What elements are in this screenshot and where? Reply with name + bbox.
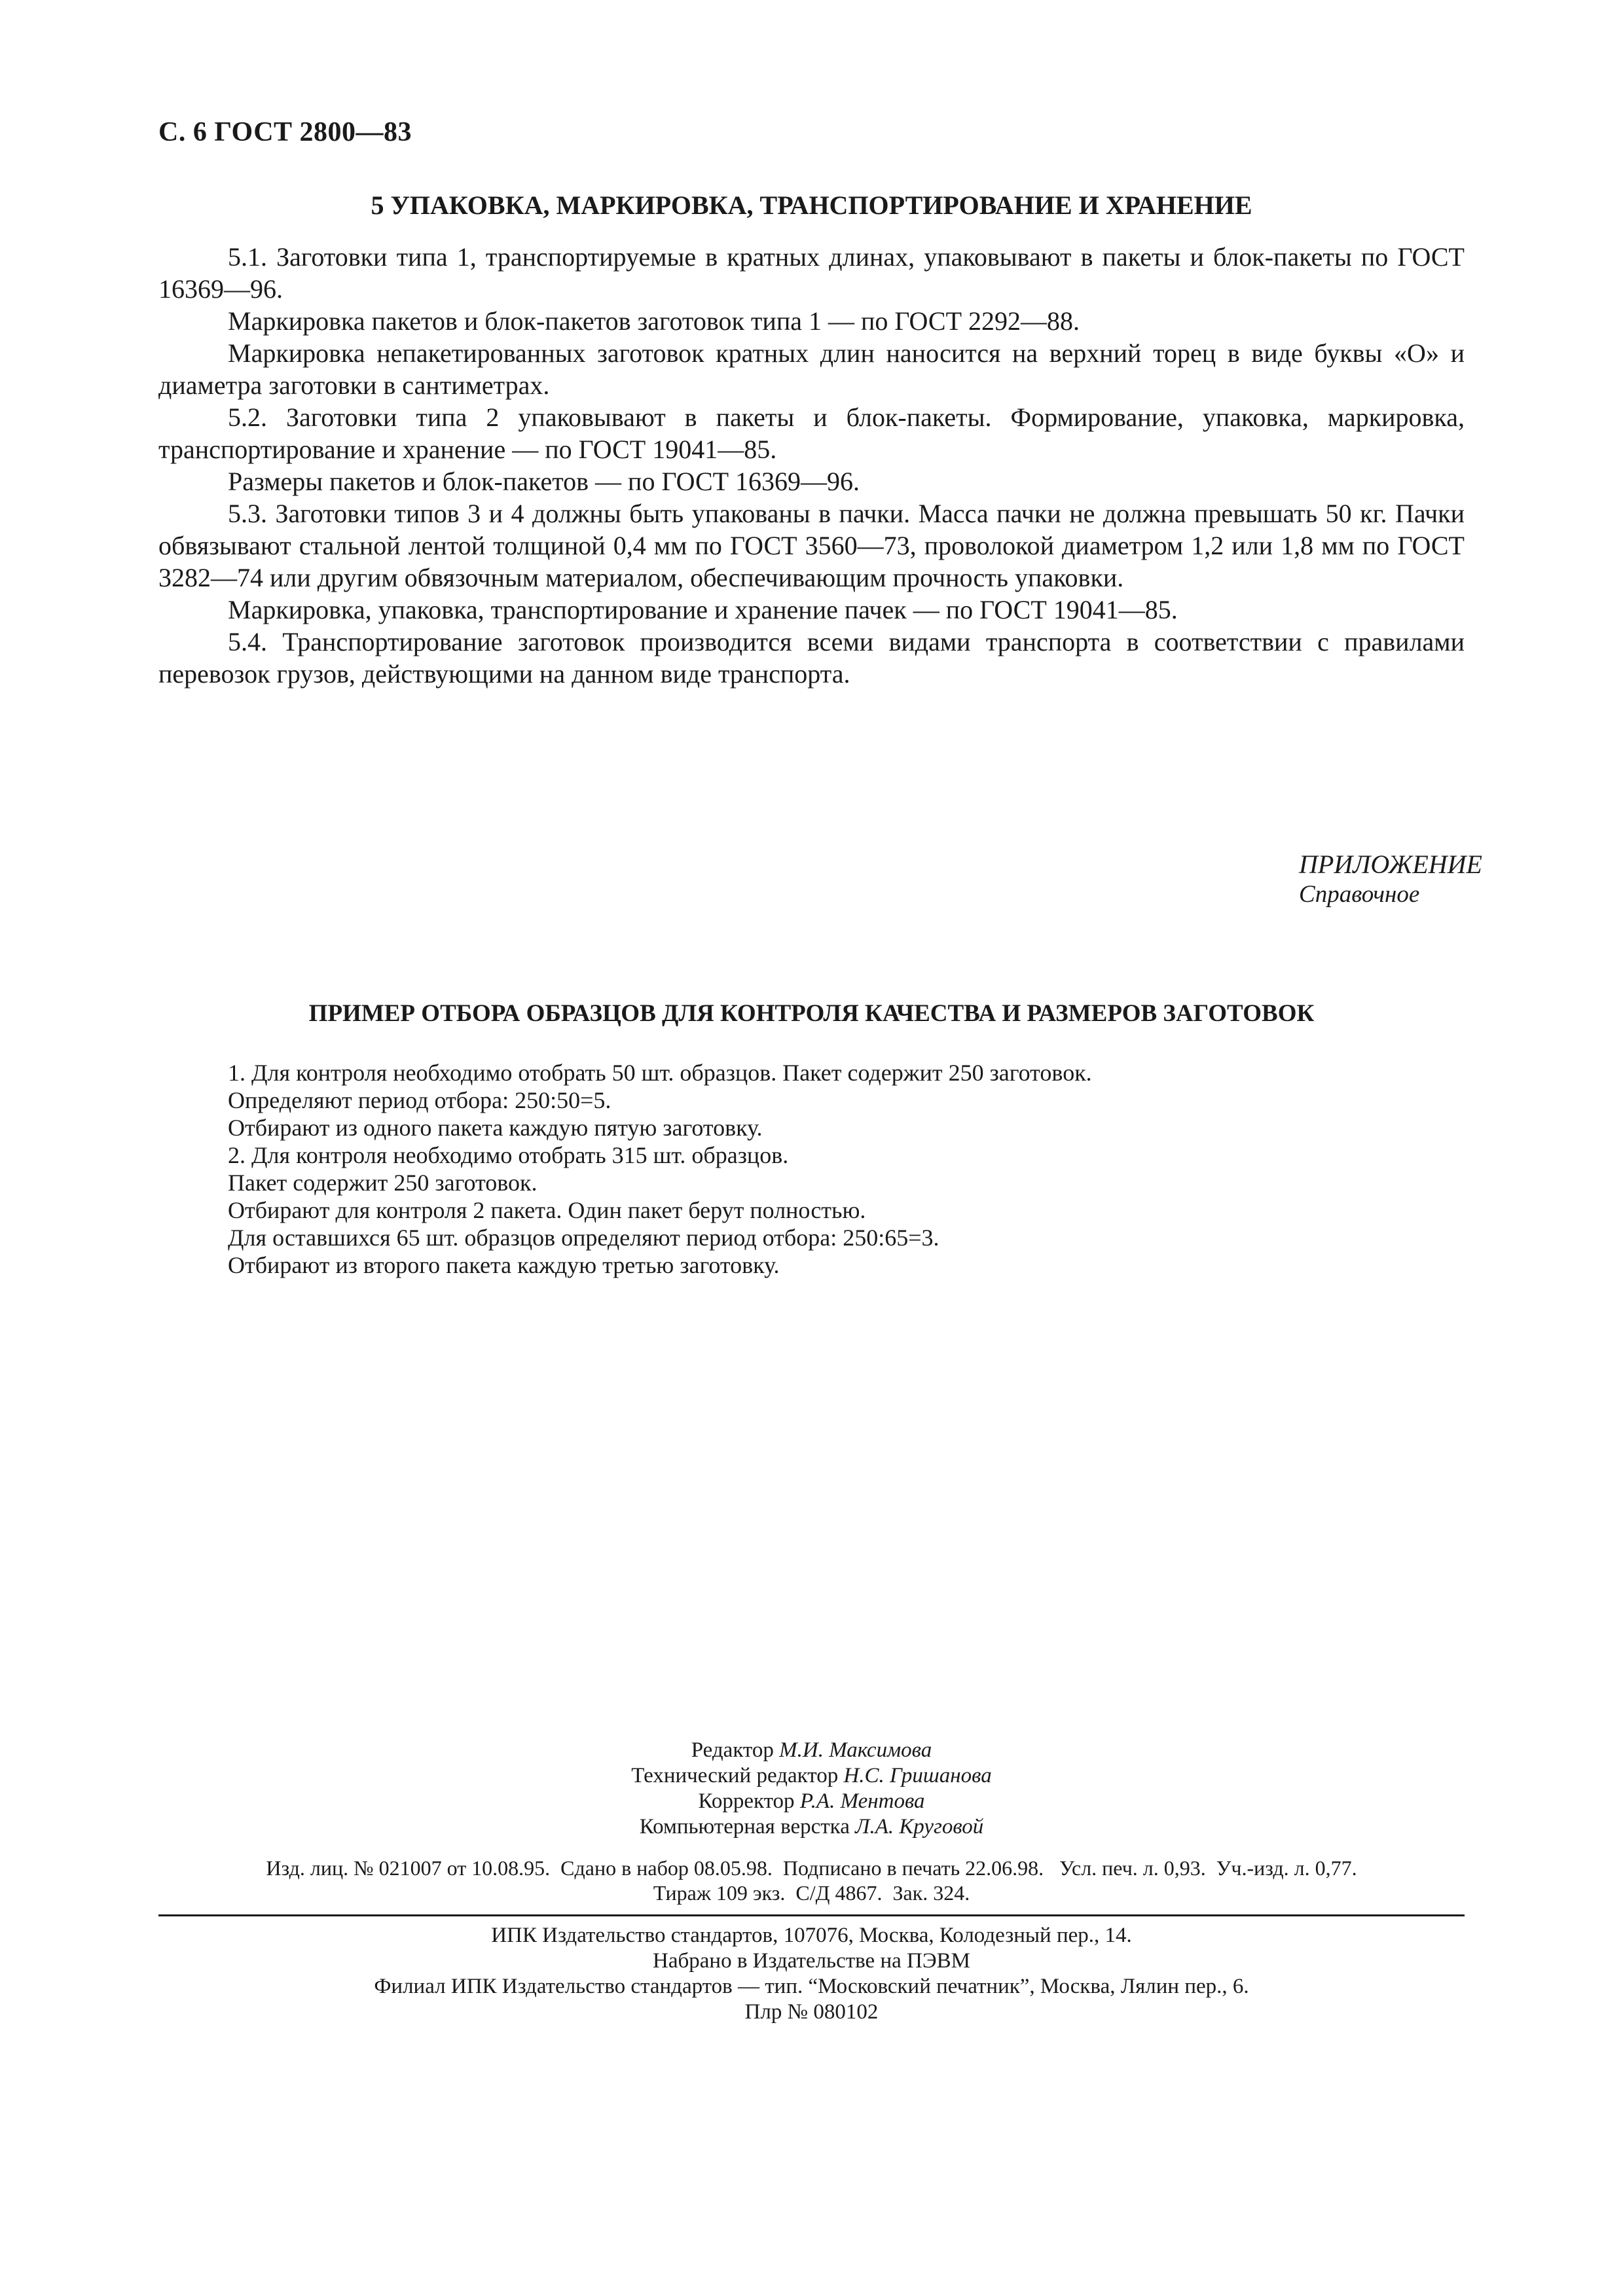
publisher-line: Плр № 080102: [744, 2000, 879, 2024]
example-line: Отбирают из одного пакета каждую пятую заготовку.: [228, 1115, 763, 1141]
imprint-line: Изд. лиц. № 021007 от 10.08.95. Сдано в набор 08.05.98. Подписано в печать 22.06.98. Усл. печ. л. 0,93. Уч.-изд. л. 0,77.: [266, 1856, 1357, 1880]
appendix-label-block: [1299, 850, 1482, 910]
publisher-line: ИПК Издательство стандартов, 107076, Москва, Колодезный пер., 14.: [491, 1924, 1132, 1947]
example-line: Определяют период отбора: 250:50=5.: [228, 1087, 611, 1113]
appendix-sublabel: Справочное: [1299, 881, 1420, 908]
credit-role: Технический редактор: [631, 1764, 839, 1787]
credit-name: Л.А. Круговой: [855, 1815, 984, 1839]
paragraph: Маркировка непакетированных заготовок кратных длин наносится на верхний торец в виде буквы «О» и диаметра заготовки в сантиметрах.: [158, 338, 1465, 400]
example-line: Отбирают для контроля 2 пакета. Один пакет берут полностью.: [228, 1197, 866, 1223]
example-title: ПРИМЕР ОТБОРА ОБРАЗЦОВ ДЛЯ КОНТРОЛЯ КАЧЕСТВА И РАЗМЕРОВ ЗАГОТОВОК: [308, 1000, 1315, 1027]
page-header: С. 6 ГОСТ 2800—83: [158, 117, 412, 147]
publisher-line: Филиал ИПК Издательство стандартов — тип. “Московский печатник”, Москва, Лялин пер., 6.: [374, 1975, 1249, 1998]
paragraph: 5.2. Заготовки типа 2 упаковывают в пакеты и блок-пакеты. Формирование, упаковка, маркировка, транспортирование и хранение — по ГОСТ 19041—85.: [158, 403, 1465, 464]
section-title: 5 УПАКОВКА, МАРКИРОВКА, ТРАНСПОРТИРОВАНИЕ И ХРАНЕНИЕ: [371, 190, 1252, 220]
credit-name: Н.С. Гришанова: [843, 1764, 992, 1787]
credit-line: [158, 1763, 1465, 1789]
example-line: 1. Для контроля необходимо отобрать 50 шт. образцов. Пакет содержит 250 заготовок.: [228, 1060, 1092, 1086]
imprint-block: [158, 1856, 1465, 1905]
section-body: [158, 241, 1465, 690]
credit-role: Корректор: [698, 1789, 795, 1813]
example-line: 2. Для контроля необходимо отобрать 315 шт. образцов.: [228, 1142, 789, 1168]
publisher-block: [158, 1923, 1465, 2025]
example-body: [228, 1059, 1459, 1279]
paragraph: 5.1. Заготовки типа 1, транспортируемые в кратных длинах, упаковывают в пакеты и блок-пакеты по ГОСТ 16369—96.: [158, 242, 1465, 304]
divider: [158, 1914, 1465, 1916]
credit-role: Компьютерная верстка: [639, 1815, 850, 1839]
example-line: Пакет содержит 250 заготовок.: [228, 1170, 538, 1196]
paragraph: Маркировка, упаковка, транспортирование и хранение пачек — по ГОСТ 19041—85.: [228, 595, 1178, 624]
credit-line: [158, 1738, 1465, 1763]
publisher-line: Набрано в Издательстве на ПЭВМ: [653, 1949, 970, 1973]
paragraph: Размеры пакетов и блок-пакетов — по ГОСТ 16369—96.: [228, 467, 860, 496]
example-line: Отбирают из второго пакета каждую третью заготовку.: [228, 1252, 780, 1278]
credit-line: [158, 1789, 1465, 1814]
credit-name: М.И. Максимова: [779, 1738, 932, 1762]
credits-block: [158, 1738, 1465, 1840]
credit-role: Редактор: [691, 1738, 774, 1762]
imprint-line: Тираж 109 экз. С/Д 4867. Зак. 324.: [653, 1881, 970, 1905]
paragraph: Маркировка пакетов и блок-пакетов заготовок типа 1 — по ГОСТ 2292—88.: [228, 306, 1080, 336]
paragraph: 5.4. Транспортирование заготовок производится всеми видами транспорта в соответствии с правилами перевозок грузов, действующими на данном виде транспорта.: [158, 627, 1465, 689]
appendix-label: ПРИЛОЖЕНИЕ: [1299, 850, 1482, 879]
example-line: Для оставшихся 65 шт. образцов определяют период отбора: 250:65=3.: [228, 1225, 939, 1251]
credit-line: [158, 1814, 1465, 1840]
credit-name: Р.А. Ментова: [799, 1789, 925, 1813]
paragraph: 5.3. Заготовки типов 3 и 4 должны быть упакованы в пачки. Масса пачки не должна превышать 50 кг. Пачки обвязывают стальной лентой толщиной 0,4 мм по ГОСТ 3560—73, проволокой диаметром 1,2 или 1,8 мм по ГОСТ 3282—74 или другим обвязочным материалом, обеспечивающим прочность упаковки.: [158, 499, 1465, 592]
